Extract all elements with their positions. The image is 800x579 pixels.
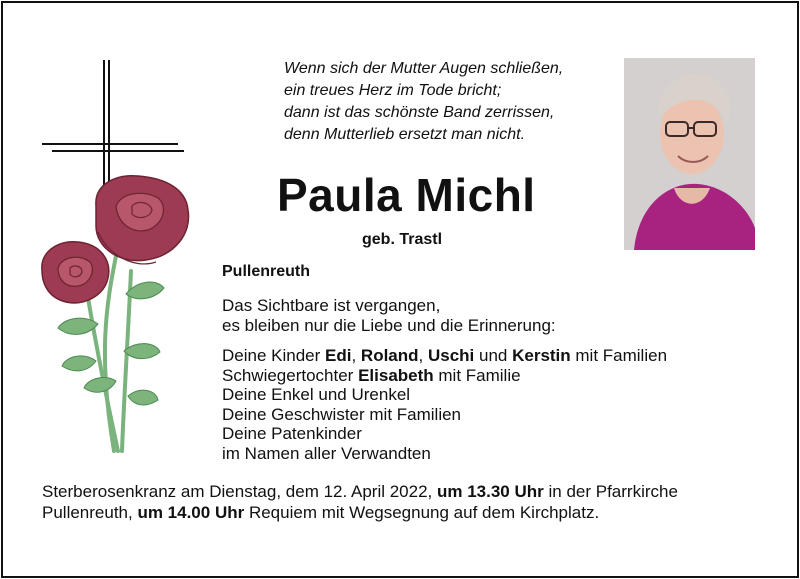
maiden-name: geb. Trastl xyxy=(362,231,443,248)
mourners-grandchildren: Deine Enkel und Urenkel xyxy=(222,385,411,405)
separator: und xyxy=(474,346,513,365)
requiem-text: Requiem mit Wegsegnung auf dem Kirchplatz. xyxy=(244,503,600,522)
poem-line: dann ist das schönste Band zerrissen, xyxy=(284,104,555,121)
memorial-poem xyxy=(284,58,563,146)
remembrance-text xyxy=(222,296,556,336)
mourners-prefix: Schwiegertochter xyxy=(222,365,359,385)
hometown: Pullenreuth xyxy=(222,263,311,280)
mourners-suffix: mit Familien xyxy=(570,346,668,365)
child-name: Roland xyxy=(360,346,419,365)
child-name: Edi xyxy=(325,346,352,365)
requiem-place: Pullenreuth, xyxy=(42,503,138,522)
mourners-godchildren: Deine Patenkinder xyxy=(222,424,362,444)
mourners-relatives: im Namen aller Verwandten xyxy=(222,443,431,463)
poem-line: Wenn sich der Mutter Augen schließen, xyxy=(284,60,564,77)
child-name: Uschi xyxy=(427,346,475,365)
service-details xyxy=(42,481,678,523)
mourners-prefix: Deine Kinder xyxy=(222,346,326,365)
deceased-name: Paula Michl xyxy=(277,169,536,221)
separator: , xyxy=(351,346,361,365)
mourners-daughter-in-law xyxy=(222,366,667,386)
portrait-photo xyxy=(624,58,755,250)
rose-small-icon xyxy=(42,242,109,303)
requiem-line xyxy=(42,502,678,523)
mourners-siblings: Deine Geschwister mit Familien xyxy=(222,404,462,424)
poem-line: ein treues Herz im Tode bricht; xyxy=(284,82,502,99)
daughter-in-law-name: Elisabeth xyxy=(358,365,434,385)
remembrance-line: Das Sichtbare ist vergangen, xyxy=(222,296,441,315)
rosary-line xyxy=(42,481,678,502)
rosary-text: Sterberosenkranz am Dienstag, dem 12. April 2022, xyxy=(42,482,437,501)
child-name: Kerstin xyxy=(512,346,571,365)
mourners-children xyxy=(222,346,667,366)
remembrance-line: es bleiben nur die Liebe und die Erinnerung: xyxy=(222,316,556,335)
requiem-time: um 14.00 Uhr xyxy=(137,503,245,522)
separator: , xyxy=(418,346,428,365)
rosary-place: in der Pfarrkirche xyxy=(543,482,678,501)
rosary-time: um 13.30 Uhr xyxy=(437,482,544,501)
cross-and-roses-illustration xyxy=(36,56,206,460)
mourners-list xyxy=(222,346,667,464)
cross-icon xyxy=(42,60,184,186)
rose-large-icon xyxy=(96,176,189,264)
poem-line: denn Mutterlieb ersetzt man nicht. xyxy=(284,126,526,143)
mourners-suffix: mit Familie xyxy=(433,365,521,385)
